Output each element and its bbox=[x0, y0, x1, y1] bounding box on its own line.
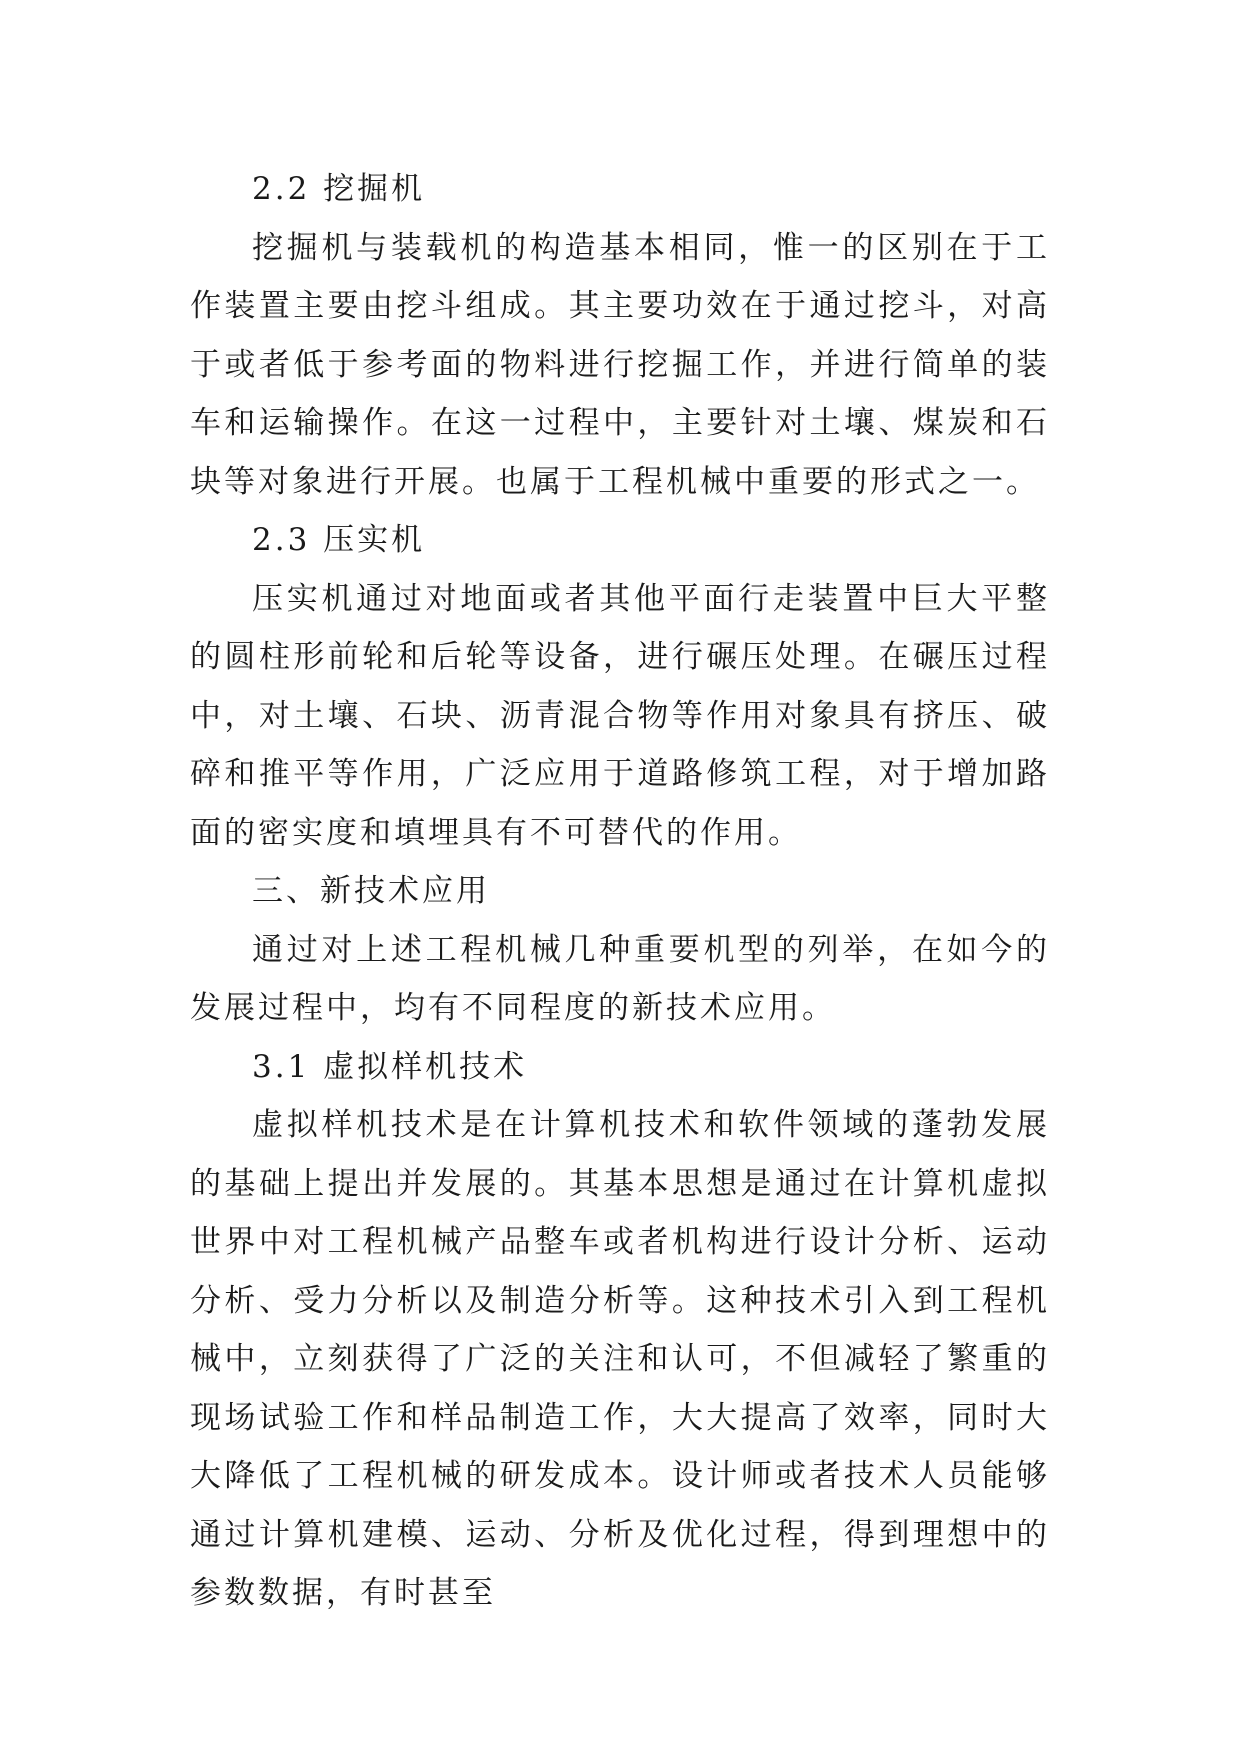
paragraph-excavator: 挖掘机与装载机的构造基本相同，惟一的区别在于工作装置主要由挖斗组成。其主要功效在于通过挖斗，对高于或者低于参考面的物料进行挖掘工作，并进行简单的装车和运输操作。在这一过程中，主要针对土壤、煤炭和石块等对象进行开展。也属于工程机械中重要的形式之一。 bbox=[190, 229, 1050, 500]
section-heading-3-1: 3.1 虚拟样机技术 bbox=[252, 1048, 528, 1085]
section-heading-2-2: 2.2 挖掘机 bbox=[252, 171, 426, 207]
paragraph-new-tech-intro: 通过对上述工程机械几种重要机型的列举，在如今的发展过程中，均有不同程度的新技术应用。 bbox=[190, 931, 1050, 1026]
section-heading-2-3: 2.3 压实机 bbox=[252, 522, 426, 558]
paragraph-compactor: 压实机通过对地面或者其他平面行走装置中巨大平整的圆柱形前轮和后轮等设备，进行碾压处理。在碾压过程中，对土壤、石块、沥青混合物等作用对象具有挤压、破碎和推平等作用，广泛应用于道路修筑工程，对于增加路面的密实度和填埋具有不可替代的作用。 bbox=[190, 580, 1050, 851]
section-heading-3: 三、新技术应用 bbox=[252, 873, 490, 909]
paragraph-virtual-prototype: 虚拟样机技术是在计算机技术和软件领域的蓬勃发展的基础上提出并发展的。其基本思想是通过在计算机虚拟世界中对工程机械产品整车或者机构进行设计分析、运动分析、受力分析以及制造分析等。这种技术引入到工程机械中，立刻获得了广泛的关注和认可，不但减轻了繁重的现场试验工作和样品制造工作，大大提高了效率，同时大大降低了工程机械的研发成本。设计师或者技术人员能够通过计算机建模、运动、分析及优化过程，得到理想中的参数数据，有时甚至 bbox=[190, 1107, 1050, 1611]
document-page bbox=[190, 160, 1050, 1623]
